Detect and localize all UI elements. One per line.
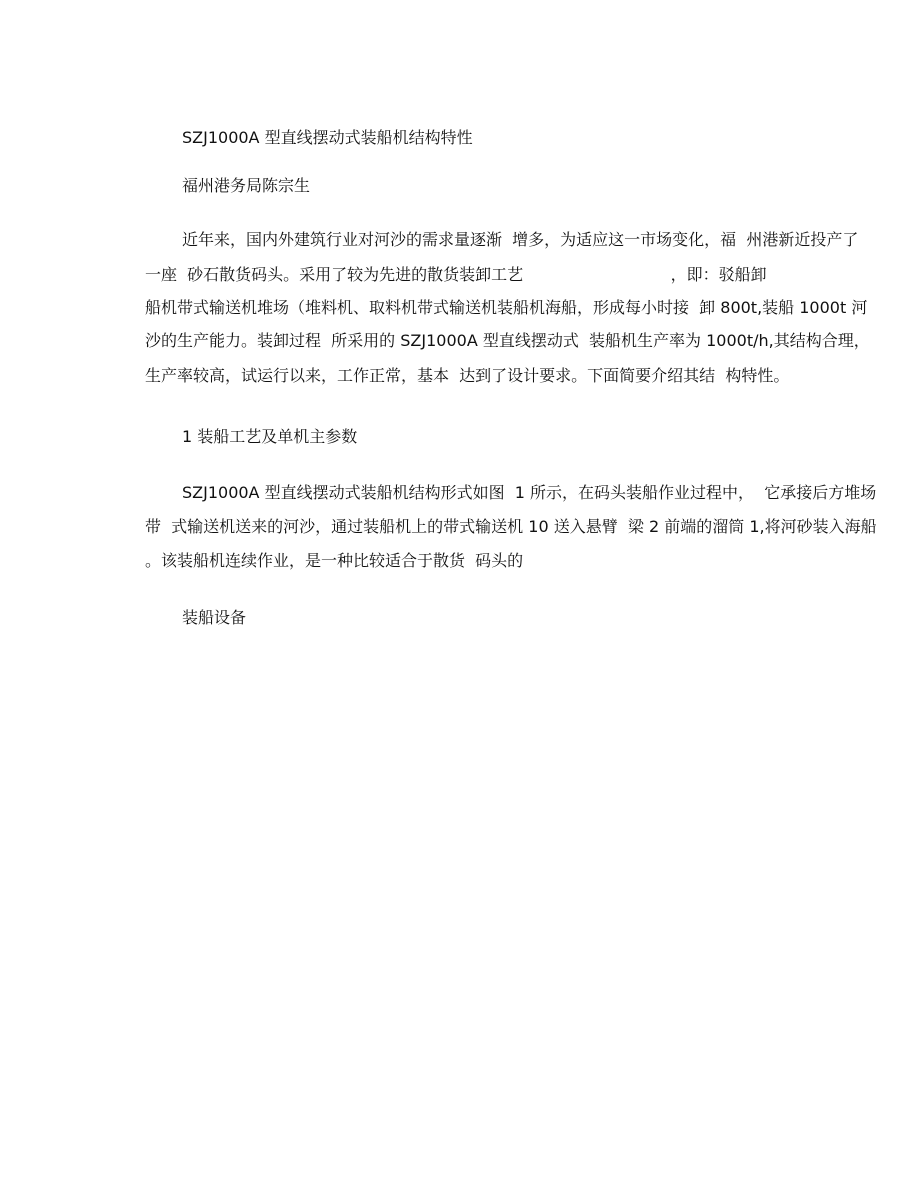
document-title: SZJ1000A 型直线摆动式装船机结构特性 <box>182 128 473 147</box>
intro-paragraph-line: 一座 砂石散货码头。采用了较为先进的散货装卸工艺 ，即：驳船卸 <box>145 265 767 284</box>
section-paragraph-line: 。该装船机连续作业，是一种比较适合于散货 码头的 <box>145 551 524 570</box>
intro-paragraph-line: 沙的生产能力。装卸过程 所采用的 SZJ1000A 型直线摆动式 装船机生产率为 1000t/h,其结构合理， <box>145 331 870 350</box>
section-paragraph-line: 带 式输送机送来的河沙，通过装船机上的带式输送机 10 送入悬臂 梁 2 前端的溜筒 1,将河砂装入海船 <box>145 517 877 536</box>
section-paragraph-line: 装船设备 <box>182 608 247 627</box>
intro-paragraph-line: 生产率较高，试运行以来，工作正常，基本 达到了设计要求。下面简要介绍其结 构特性。 <box>145 366 790 385</box>
section-paragraph-line: SZJ1000A 型直线摆动式装船机结构形式如图 1 所示，在码头装船作业过程中， 它承接后方堆场 <box>182 483 877 502</box>
author-line: 福州港务局陈宗生 <box>182 176 311 195</box>
intro-paragraph-line: 船机带式输送机堆场（堆料机、取料机带式输送机装船机海船，形成每小时接 卸 800t,装船 1000t 河 <box>145 298 868 317</box>
section-heading: 1 装船工艺及单机主参数 <box>182 427 358 446</box>
intro-paragraph-line: 近年来，国内外建筑行业对河沙的需求量逐渐 增多，为适应这一市场变化，福 州港新近投产了 <box>182 230 859 249</box>
